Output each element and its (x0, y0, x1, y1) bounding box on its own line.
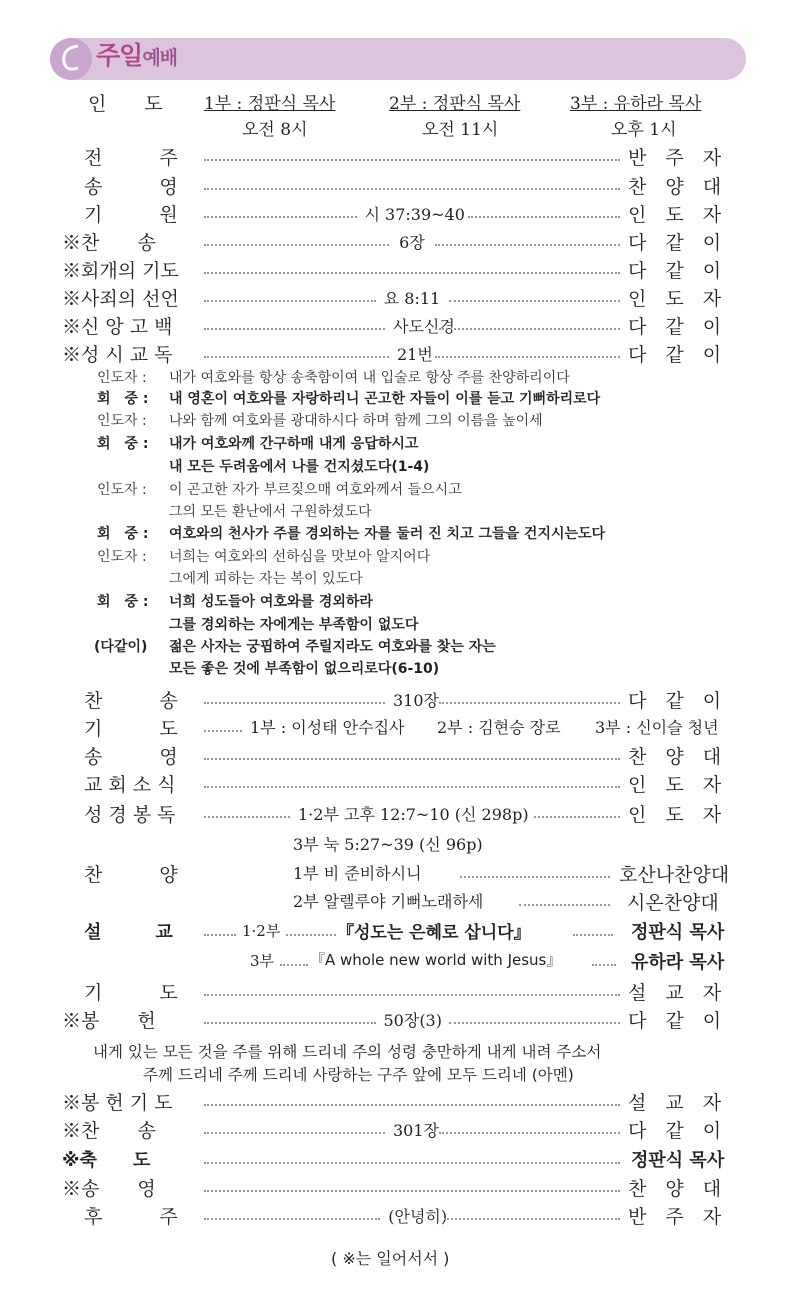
order-label: 기 도 (84, 718, 178, 740)
order-label: 찬 송 (84, 690, 178, 712)
order-right: 인 도 자 (628, 804, 722, 826)
responsive-speaker: 회 중 : (97, 391, 149, 407)
order-label: ※축 도 (62, 1150, 151, 1171)
leader-dots (204, 1104, 620, 1106)
order-center: 시 37:39~40 (364, 205, 465, 224)
leader-dots (286, 934, 336, 936)
leader-3: 3부 : 유하라 목사 (570, 94, 702, 114)
prayer-3: 3부 : 신이슬 청년 (595, 718, 719, 737)
order-right: 찬 양 대 (628, 1178, 722, 1200)
responsive-text: 내가 여호와께 간구하매 내게 응답하시고 (169, 436, 419, 452)
leader-dots (439, 328, 620, 330)
order-right: 다 같 이 (628, 344, 722, 366)
leader-dots (449, 1022, 621, 1024)
responsive-text: 내 영혼이 여호와를 자랑하리니 곤고한 자들이 이를 듣고 기뻐하리로다 (169, 391, 601, 407)
order-center: 310장 (393, 691, 439, 710)
order-label: ※봉 헌 (62, 1010, 156, 1032)
order-right: 정판식 목사 (631, 1150, 725, 1171)
order-label: 기 도 (84, 982, 178, 1004)
order-label: ※성 시 교 독 (62, 344, 173, 366)
time-2: 오전 11시 (422, 120, 499, 140)
leader-dots (204, 758, 620, 760)
responsive-text: 나와 함께 여호와를 광대하시다 하며 함께 그의 이름을 높이세 (169, 413, 543, 429)
leader-dots (204, 244, 389, 246)
order-right: 설 교 자 (628, 1092, 722, 1114)
order-right: 다 같 이 (628, 260, 722, 282)
responsive-speaker: 회 중 : (97, 526, 149, 542)
praise-choir-2: 시온찬양대 (627, 892, 719, 914)
responsive-speaker: 인도자 : (97, 370, 147, 386)
sermon-preacher-1: 정판식 목사 (631, 922, 725, 943)
leader-dots (439, 1132, 620, 1134)
responsive-text: 여호와의 천사가 주를 경외하는 자를 둘러 진 치고 그들을 건지시는도다 (169, 526, 606, 542)
leader-dots (204, 1132, 385, 1134)
leader-dots (204, 994, 620, 996)
prayer-1: 1부 : 이성태 안수집사 (250, 718, 405, 737)
leader-dots (204, 1022, 376, 1024)
responsive-text: 그의 모든 환난에서 구원하셨도다 (169, 504, 372, 520)
responsive-speaker: 인도자 : (97, 549, 147, 565)
footnote: ( ※는 일어서서 ) (331, 1249, 450, 1268)
order-label: 성 경 봉 독 (84, 804, 176, 826)
order-label: ※송 영 (62, 1178, 156, 1200)
responsive-text: 그에게 피하는 자는 복이 있도다 (169, 571, 363, 587)
sermon-title-2: 『A whole new world with Jesus』 (310, 951, 562, 969)
responsive-text: 젊은 사자는 궁핍하여 주릴지라도 여호와를 찾는 자는 (169, 639, 496, 655)
leader-dots (435, 356, 620, 358)
leader-dots (519, 904, 610, 906)
leader-dots (449, 300, 621, 302)
praise-label: 찬 양 (84, 864, 178, 886)
order-label: 후 주 (84, 1206, 178, 1228)
order-center: 1·2부 고후 12:7~10 (신 298p) (298, 805, 529, 824)
order-label: ※찬 송 (62, 232, 156, 254)
leader-dots (435, 244, 620, 246)
order-label: 전 주 (84, 147, 178, 169)
praise-choir-1: 호산나찬양대 (619, 864, 730, 886)
order-right: 인 도 자 (628, 288, 722, 310)
order-right: 설 교 자 (628, 982, 722, 1004)
order-label: ※신 앙 고 백 (62, 316, 173, 338)
order-right: 찬 양 대 (628, 746, 722, 768)
leader-1: 1부 : 정판식 목사 (204, 94, 336, 114)
praise-line-2: 2부 알렐루야 기뻐노래하세 (293, 892, 484, 911)
leader-dots (204, 816, 290, 818)
responsive-speaker: 회 중 : (97, 436, 149, 452)
leader-dots (204, 730, 242, 732)
leader-dots (204, 1162, 620, 1164)
responsive-text: 그를 경외하는 자에게는 부족함이 없도다 (169, 617, 419, 633)
responsive-text: 내 모든 두려움에서 나를 건지셨도다(1-4) (169, 459, 430, 475)
leader-dots (204, 786, 620, 788)
order-label: ※찬 송 (62, 1120, 156, 1142)
leader-dots (204, 934, 236, 936)
order-right: 다 같 이 (628, 316, 722, 338)
leader-dots (204, 356, 389, 358)
sermon-preacher-2: 유하라 목사 (631, 952, 725, 973)
sermon-label: 설 교 (84, 922, 173, 943)
sermon-title-1: 『성도는 은혜로 삽니다』 (337, 923, 531, 943)
order-center: 301장 (393, 1121, 439, 1140)
sermon-part-1: 1·2부 (242, 922, 281, 940)
time-1: 오전 8시 (242, 120, 308, 140)
order-label: ※봉 헌 기 도 (62, 1092, 173, 1114)
order-right: 다 같 이 (628, 1120, 722, 1142)
order-center: 21번 (397, 345, 433, 364)
order-label: ※회개의 기도 (62, 260, 179, 282)
order-center: 요 8:11 (383, 289, 441, 308)
scripture-3: 3부 눅 5:27~39 (신 96p) (293, 835, 483, 854)
leader-dots (204, 216, 357, 218)
order-right: 찬 양 대 (628, 176, 722, 198)
responsive-text: 이 곤고한 자가 부르짖으매 여호와께서 들으시고 (169, 482, 462, 498)
banner-swirl-icon (50, 38, 92, 80)
responsive-text: 너희는 여호와의 선하심을 맛보아 알지어다 (169, 549, 431, 565)
praise-line-1: 1부 비 준비하시니 (293, 864, 422, 883)
order-center: 사도신경 (393, 317, 455, 336)
section-title (96, 36, 177, 72)
leader-dots (573, 934, 613, 936)
time-3: 오후 1시 (611, 120, 677, 140)
leader-dots (534, 816, 620, 818)
prayer-2: 2부 : 김현승 장로 (437, 718, 561, 737)
order-right: 반 주 자 (628, 147, 722, 169)
leader-dots (204, 300, 376, 302)
order-right: 인 도 자 (628, 204, 722, 226)
leader-dots (460, 876, 610, 878)
responsive-speaker: 인도자 : (97, 482, 147, 498)
leader-dots (204, 1190, 620, 1192)
order-label: ※사죄의 선언 (62, 288, 179, 310)
order-center: 50장(3) (383, 1011, 442, 1030)
responsive-text: 내가 여호와를 항상 송축함이여 내 입술로 항상 주를 찬양하리이다 (169, 370, 570, 386)
leader-dots (204, 702, 385, 704)
responsive-speaker: (다같이) (94, 639, 148, 655)
leader-dots (204, 328, 385, 330)
leader-dots (444, 1218, 620, 1220)
sermon-part-2: 3부 (250, 952, 275, 970)
order-right: 반 주 자 (628, 1206, 722, 1228)
order-right: 인 도 자 (628, 774, 722, 796)
leader-2: 2부 : 정판식 목사 (389, 94, 521, 114)
leader-dots (280, 964, 308, 966)
offering-lyrics-1: 내게 있는 모든 것을 주를 위해 드리네 주의 성령 충만하게 내게 내려 주소서 (93, 1043, 602, 1061)
order-label: 송 영 (84, 746, 178, 768)
leaders-label: 인 도 (88, 93, 163, 115)
leader-dots (204, 159, 620, 161)
responsive-text: 모든 좋은 것에 부족함이 없으리로다(6-10) (169, 661, 440, 677)
order-center: 6장 (399, 233, 425, 252)
order-label: 송 영 (84, 176, 178, 198)
order-label: 교 회 소 식 (84, 774, 176, 796)
order-right: 다 같 이 (628, 1010, 722, 1032)
order-right: 다 같 이 (628, 232, 722, 254)
leader-dots (204, 272, 620, 274)
leader-dots (468, 216, 621, 218)
order-right: 다 같 이 (628, 690, 722, 712)
title-sub: 예배 (142, 47, 178, 69)
offering-lyrics-2: 주께 드리네 주께 드리네 사랑하는 구주 앞에 모두 드리네 (아멘) (143, 1066, 574, 1084)
leader-dots (592, 964, 616, 966)
title-main: 주일 (96, 41, 143, 70)
leader-dots (204, 1218, 380, 1220)
responsive-text: 너희 성도들아 여호와를 경외하라 (169, 594, 373, 610)
responsive-speaker: 인도자 : (97, 413, 147, 429)
leader-dots (204, 188, 620, 190)
leader-dots (439, 702, 620, 704)
order-center: (안녕히) (388, 1207, 448, 1226)
responsive-speaker: 회 중 : (97, 594, 149, 610)
order-label: 기 원 (84, 204, 178, 226)
